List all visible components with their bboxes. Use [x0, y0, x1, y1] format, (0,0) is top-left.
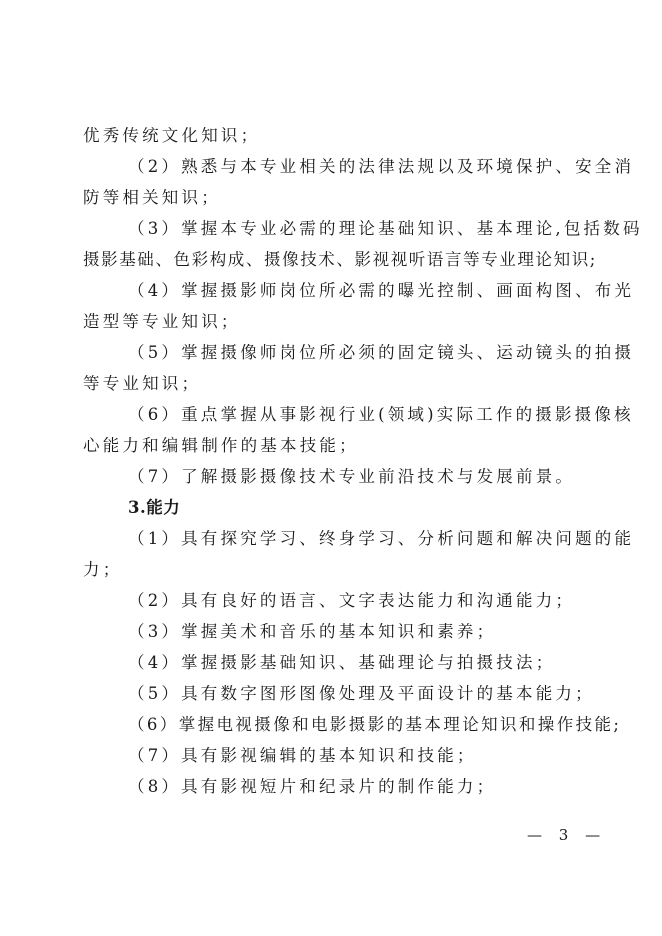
paragraph-line: （2）熟悉与本专业相关的法律法规以及环境保护、安全消	[128, 157, 635, 176]
paragraph-line: （5）具有数字图形图像处理及平面设计的基本能力；	[128, 684, 595, 703]
paragraph-line: （3）掌握本专业必需的理论基础知识、基本理论,包括数码	[128, 219, 643, 238]
paragraph-line: 力；	[83, 560, 123, 579]
paragraph-line: （2）具有良好的语言、文字表达能力和沟通能力；	[128, 591, 576, 610]
paragraph-line: 造型等专业知识；	[83, 312, 241, 331]
paragraph-line: 防等相关知识；	[83, 188, 221, 207]
paragraph-line: （4）掌握摄影基础知识、基础理论与拍摄技法；	[128, 653, 556, 672]
paragraph-line: （7）具有影视编辑的基本知识和技能；	[128, 746, 477, 765]
paragraph-line: （7）了解摄影摄像技术专业前沿技术与发展前景。	[128, 467, 576, 486]
paragraph-line: （4）掌握摄影师岗位所必需的曝光控制、画面构图、布光	[128, 281, 635, 300]
paragraph-line: 心能力和编辑制作的基本技能；	[83, 436, 359, 455]
paragraph-line: 摄影基础、色彩构成、摄像技术、影视视听语言等专业理论知识;	[83, 250, 597, 269]
paragraph-line: （5）掌握摄像师岗位所必须的固定镜头、运动镜头的拍摄	[128, 343, 635, 362]
paragraph-line: （6）重点掌握从事影视行业(领域)实际工作的摄影摄像核	[128, 405, 634, 424]
paragraph-line: 等专业知识；	[83, 374, 202, 393]
paragraph-line: （8）具有影视短片和纪录片的制作能力；	[128, 777, 497, 796]
paragraph-line: 优秀传统文化知识；	[83, 126, 261, 145]
section-heading: 3.能力	[128, 498, 181, 517]
paragraph-line: （3）掌握美术和音乐的基本知识和素养；	[128, 622, 497, 641]
page-number: — 3 —	[527, 826, 607, 844]
paragraph-line: （1）具有探究学习、终身学习、分析问题和解决问题的能	[128, 529, 635, 548]
paragraph-line: （6）掌握电视摄像和电影摄影的基本理论知识和操作技能;	[128, 715, 622, 734]
